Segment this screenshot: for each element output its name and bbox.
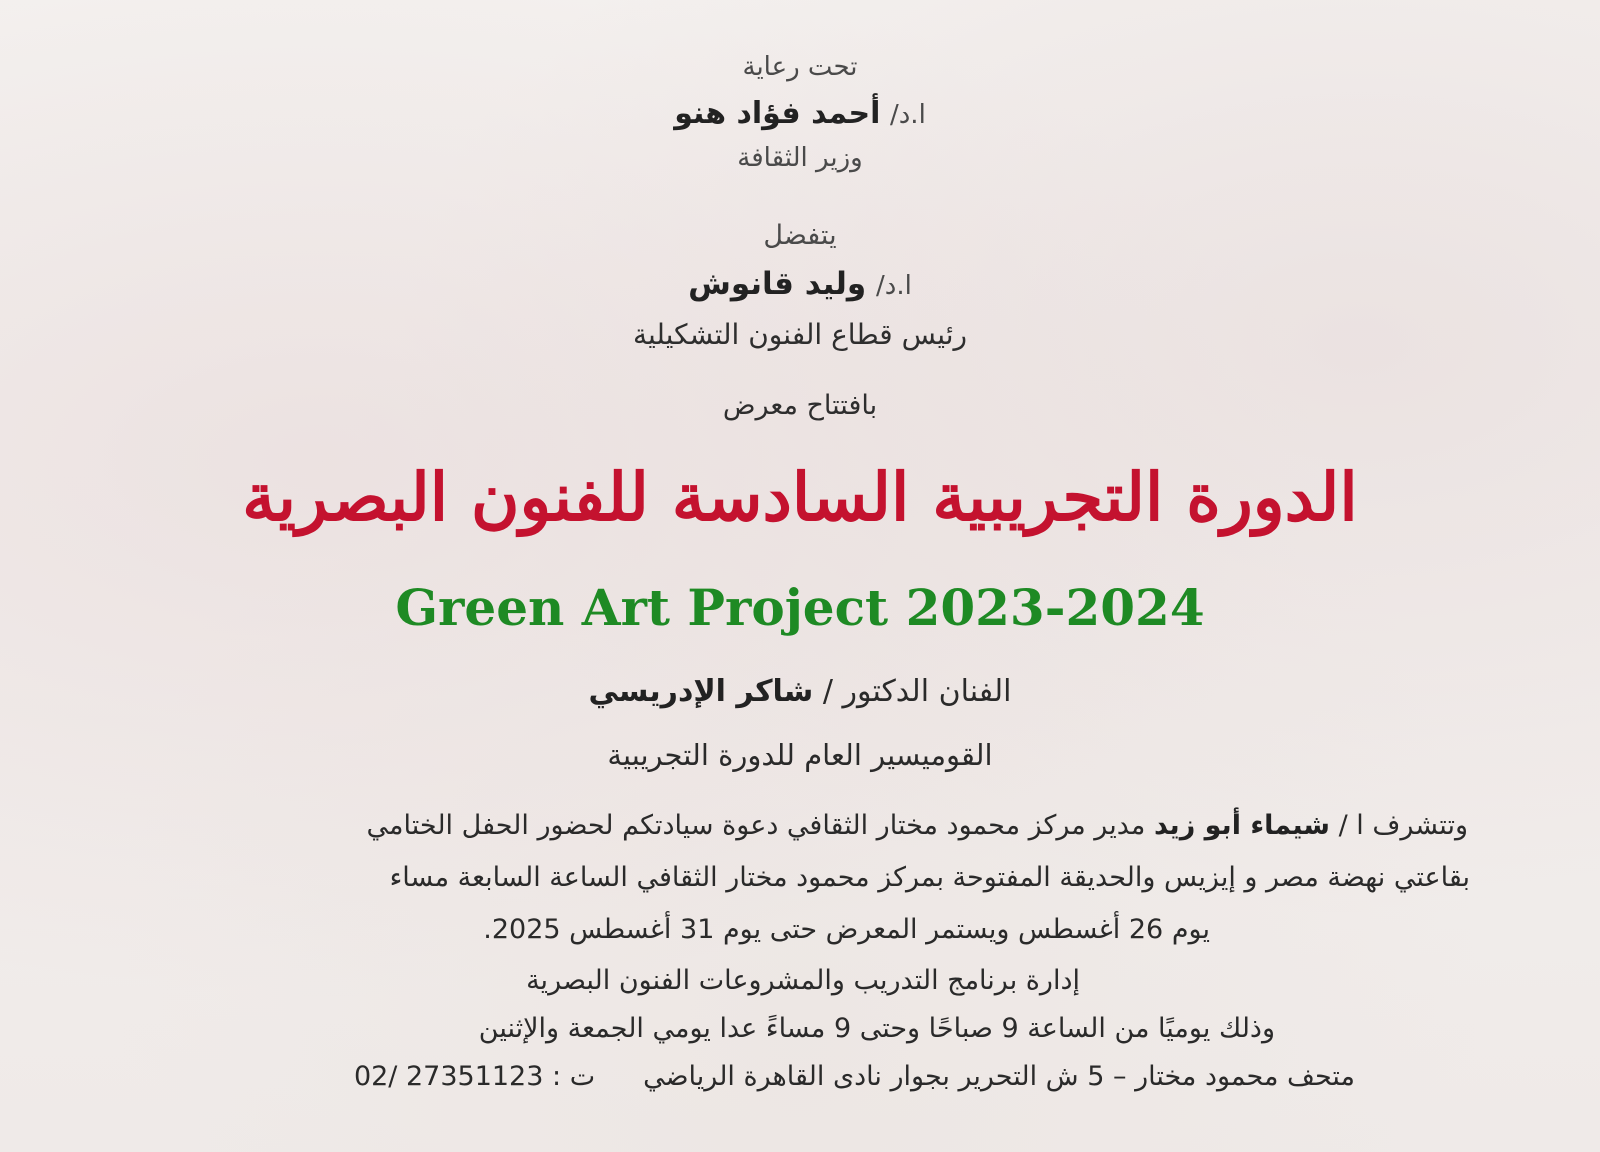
- commissioner-role: القوميسير العام للدورة التجريبية: [607, 738, 993, 772]
- exhibition-title-arabic: الدورة التجريبية السادسة للفنون البصرية: [242, 458, 1358, 536]
- patronage-name: أحمد فؤاد هنو: [674, 96, 881, 131]
- management-text: إدارة برنامج التدريب والمشروعات الفنون البصرية: [526, 965, 1080, 996]
- invitation-line-3: يوم 26 أغسطس ويستمر المعرض حتى يوم 31 أغسطس 2025.: [483, 914, 1210, 945]
- host-label: يتفضل: [763, 220, 837, 251]
- opening-text: بافتتاح معرض: [722, 390, 878, 421]
- commissioner-line: [0, 674, 1600, 709]
- phone-number: 27351123 /02: [353, 1061, 544, 1092]
- commissioner-name: شاكر الإدريسي: [588, 674, 814, 709]
- patronage-prefix: ا.د/: [889, 100, 926, 130]
- commissioner-prefix: الفنان الدكتور /: [822, 674, 1012, 709]
- patronage-label: تحت رعاية: [742, 52, 858, 82]
- patronage-position: وزير الثقافة: [737, 143, 863, 173]
- invitation-line-1-rest: مدير مركز محمود مختار الثقافي دعوة سيادتكم لحضور الحفل الختامي: [366, 810, 1146, 841]
- invitation-intro: وتتشرف ا /: [1338, 810, 1468, 841]
- phone-label: ت :: [552, 1061, 596, 1092]
- patronage-name-line: [0, 96, 1600, 131]
- invitation-line-1: [367, 810, 1468, 841]
- address-text: متحف محمود مختار – 5 ش التحرير بجوار نادى القاهرة الرياضي: [643, 1061, 1355, 1092]
- host-position: رئيس قطاع الفنون التشكيلية: [632, 318, 968, 351]
- host-prefix: ا.د/: [876, 271, 912, 301]
- host-name: وليد قانوش: [688, 266, 867, 302]
- address-line: [354, 1061, 1355, 1092]
- exhibition-title-english: Green Art Project 2023-2024: [395, 578, 1205, 637]
- hours-text: وذلك يوميًا من الساعة 9 صباحًا وحتى 9 مساءً عدا يومي الجمعة والإثنين: [478, 1013, 1275, 1044]
- invitation-line-2: بقاعتي نهضة مصر و إيزيس والحديقة المفتوحة بمركز محمود مختار الثقافي الساعة السابعة مساء: [389, 862, 1470, 893]
- host-name-line: [0, 266, 1600, 302]
- invitation-host-name: شيماء أبو زيد: [1153, 810, 1330, 841]
